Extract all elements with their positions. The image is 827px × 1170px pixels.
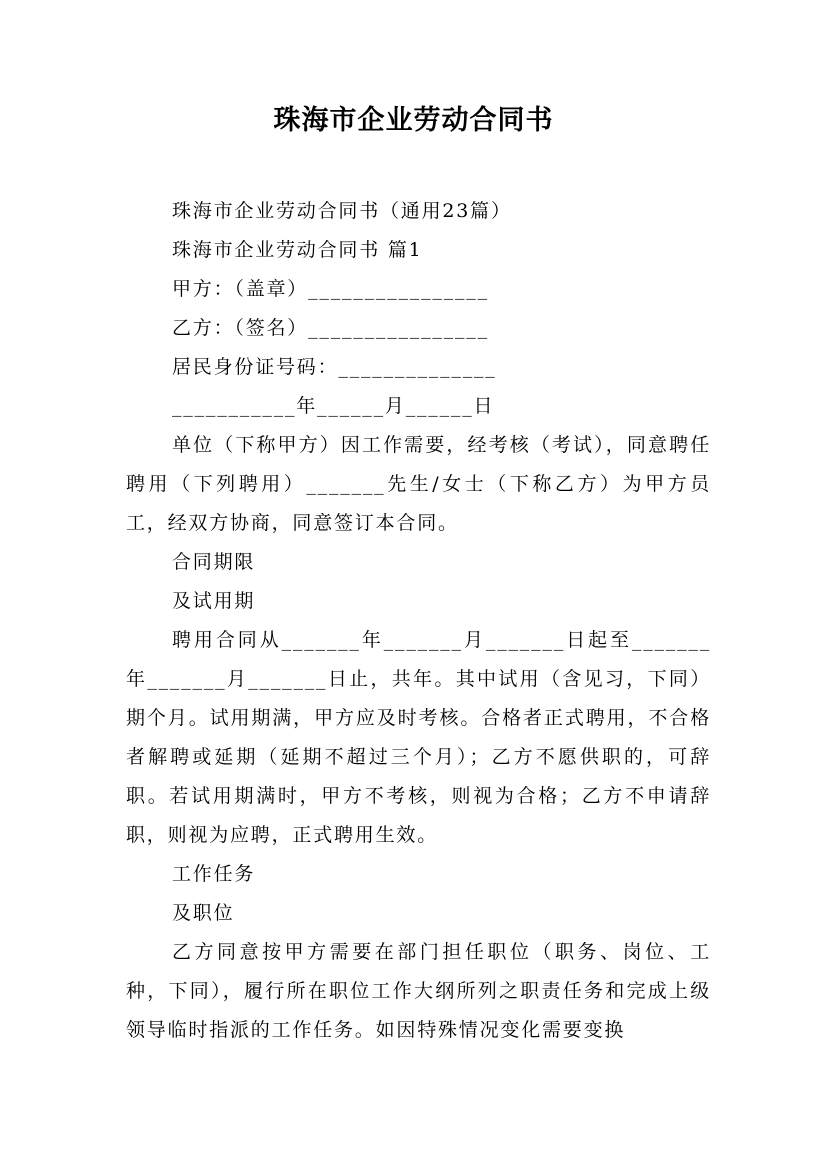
heading-position: 及职位 xyxy=(172,902,235,924)
section-heading: 珠海市企业劳动合同书 篇1 xyxy=(172,239,423,261)
document-title: 珠海市企业劳动合同书 xyxy=(273,105,554,136)
heading-work-tasks: 工作任务 xyxy=(172,863,256,885)
intro-paragraph: 单位（下称甲方）因工作需要，经考核（考试），同意聘任聘用（下列聘用）_______先生/女士（下称乙方）为甲方员工，经双方协商，同意签订本合同。 xyxy=(126,434,711,534)
duties-paragraph: 乙方同意按甲方需要在部门担任职位（职务、岗位、工种，下同），履行所在职位工作大纲所列之职责任务和完成上级领导临时指派的工作任务。如因特殊情况变化需要变换 xyxy=(126,941,711,1041)
date-line: ___________年______月______日 xyxy=(172,395,495,417)
heading-probation: 及试用期 xyxy=(172,590,256,612)
id-number-line: 居民身份证号码：______________ xyxy=(172,356,497,378)
document-body xyxy=(126,192,711,1050)
subtitle-line: 珠海市企业劳动合同书（通用23篇） xyxy=(172,200,512,222)
party-a-line: 甲方：（盖章）________________ xyxy=(172,278,489,300)
party-b-line: 乙方：（签名）________________ xyxy=(172,317,489,339)
heading-contract-term: 合同期限 xyxy=(172,551,256,573)
term-paragraph: 聘用合同从_______年_______月_______日起至_______年_______月_______日止，共年。其中试用（含见习，下同）期个月。试用期满，甲方应及时考核。合格者正式聘用，不合格者解聘或延期（延期不超过三个月）；乙方不愿供职的，可辞职。若试用期满时，甲方不考核，则视为合格；乙方不申请辞职，则视为应聘，正式聘用生效。 xyxy=(126,629,711,846)
